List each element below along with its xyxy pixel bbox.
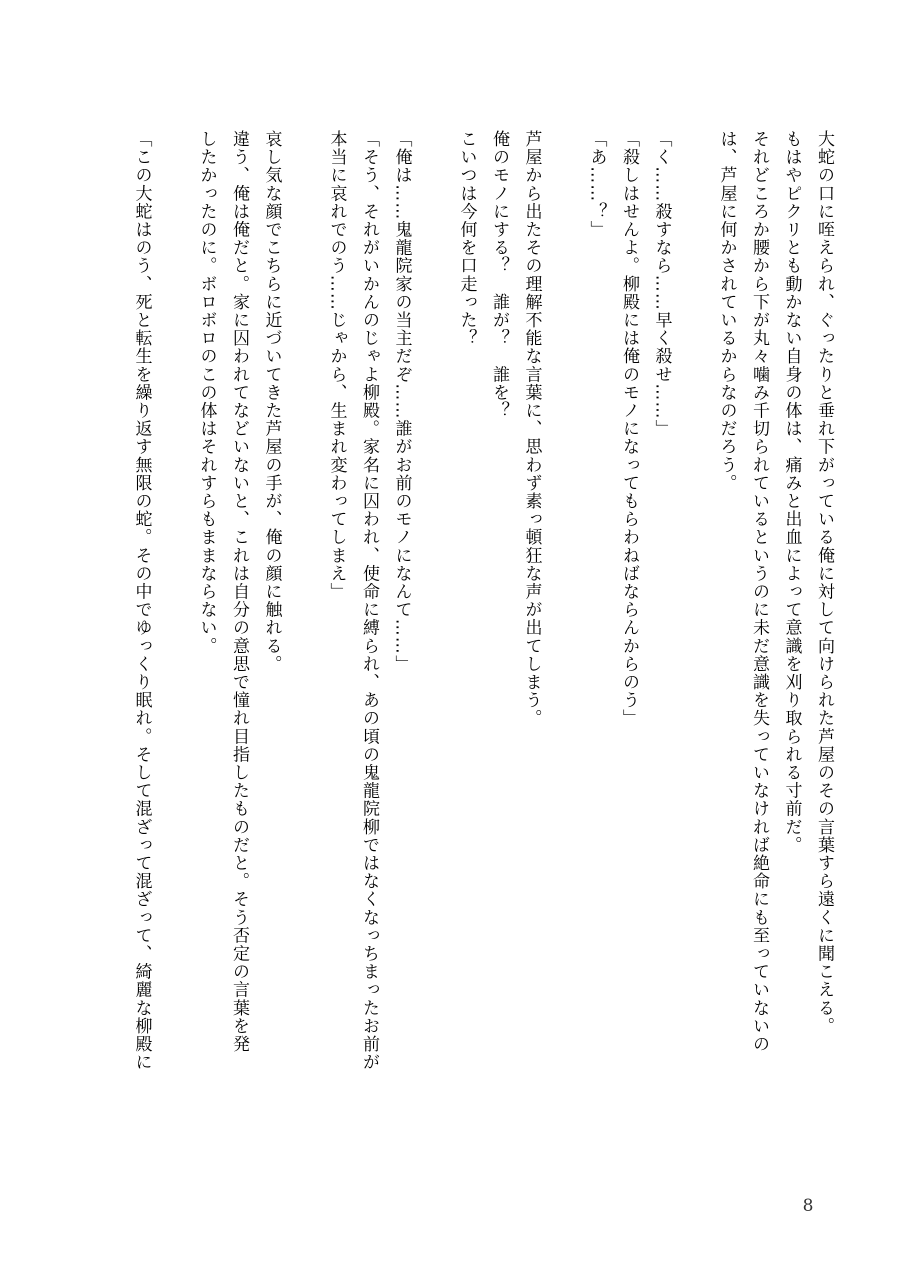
text-line: 俺のモノにする？ 誰が？ 誰を？ [489,130,509,420]
page-number: 8 [802,1196,814,1216]
blank-line [288,130,321,131]
text-line: 違う、俺は俺だと。家に囚われてなどいないと、これは自分の意思で憧れ目指したものだと。そう否定の言葉を発 [229,130,249,1054]
vertical-text-body [125,130,840,1130]
text-line: 哀し気な顔でこちらに近づいてきた芦屋の手が、俺の顔に触れる。 [261,130,282,673]
dialogue-line: 「そう、それがいかんのじゃよ柳殿。家名に囚われ、使命に縛られ、あの頃の鬼龍院柳ではなくなっちまったお前が [359,130,379,1072]
dialogue-line: 「俺は……鬼龍院家の当主だぞ……誰がお前のモノになんて……」 [391,130,412,673]
text-line: したかったのに。ボロボロのこの体はそれすらもままならない。 [196,130,217,655]
text-line: もはやピクリとも動かない自身の体は、痛みと出血によって意識を刈り取られる寸前だ。 [781,130,802,854]
blank-line [158,130,191,131]
blank-line [418,130,451,131]
text-line: は、芦屋に何かされているからなのだろう。 [716,130,737,492]
dialogue-line: 「あ……？」 [586,130,607,239]
blank-line [678,130,711,131]
blank-line [548,130,581,131]
dialogue-line: 「殺しはせんよ。柳殿には俺のモノになってもらわねばならんからのう」 [619,130,639,728]
text-line: 大蛇の口に咥えられ、ぐったりと垂れ下がっている俺に対して向けられた芦屋のその言葉すら遠くに聞こえる。 [814,130,834,1035]
text-line: それどころか腰から下が丸々噛み千切られているというのに未だ意識を失っていなければ絶命にも至っていないの [749,130,769,1054]
text-line: こいつは今何を口走った？ [456,130,477,348]
dialogue-line: 本当に哀れでのう……じゃから、生まれ変わってしまえ」 [326,130,347,601]
text-line: 芦屋から出たその理解不能な言葉に、思わず素っ頓狂な声が出てしまう。 [521,130,542,728]
dialogue-line: 「この大蛇はのう、死と転生を繰り返す無限の蛇。その中でゆっくり眠れ。そして混ざって混ざって、綺麗な柳殿に [131,130,152,1072]
dialogue-line: 「く……殺すなら……早く殺せ……」 [651,130,672,438]
